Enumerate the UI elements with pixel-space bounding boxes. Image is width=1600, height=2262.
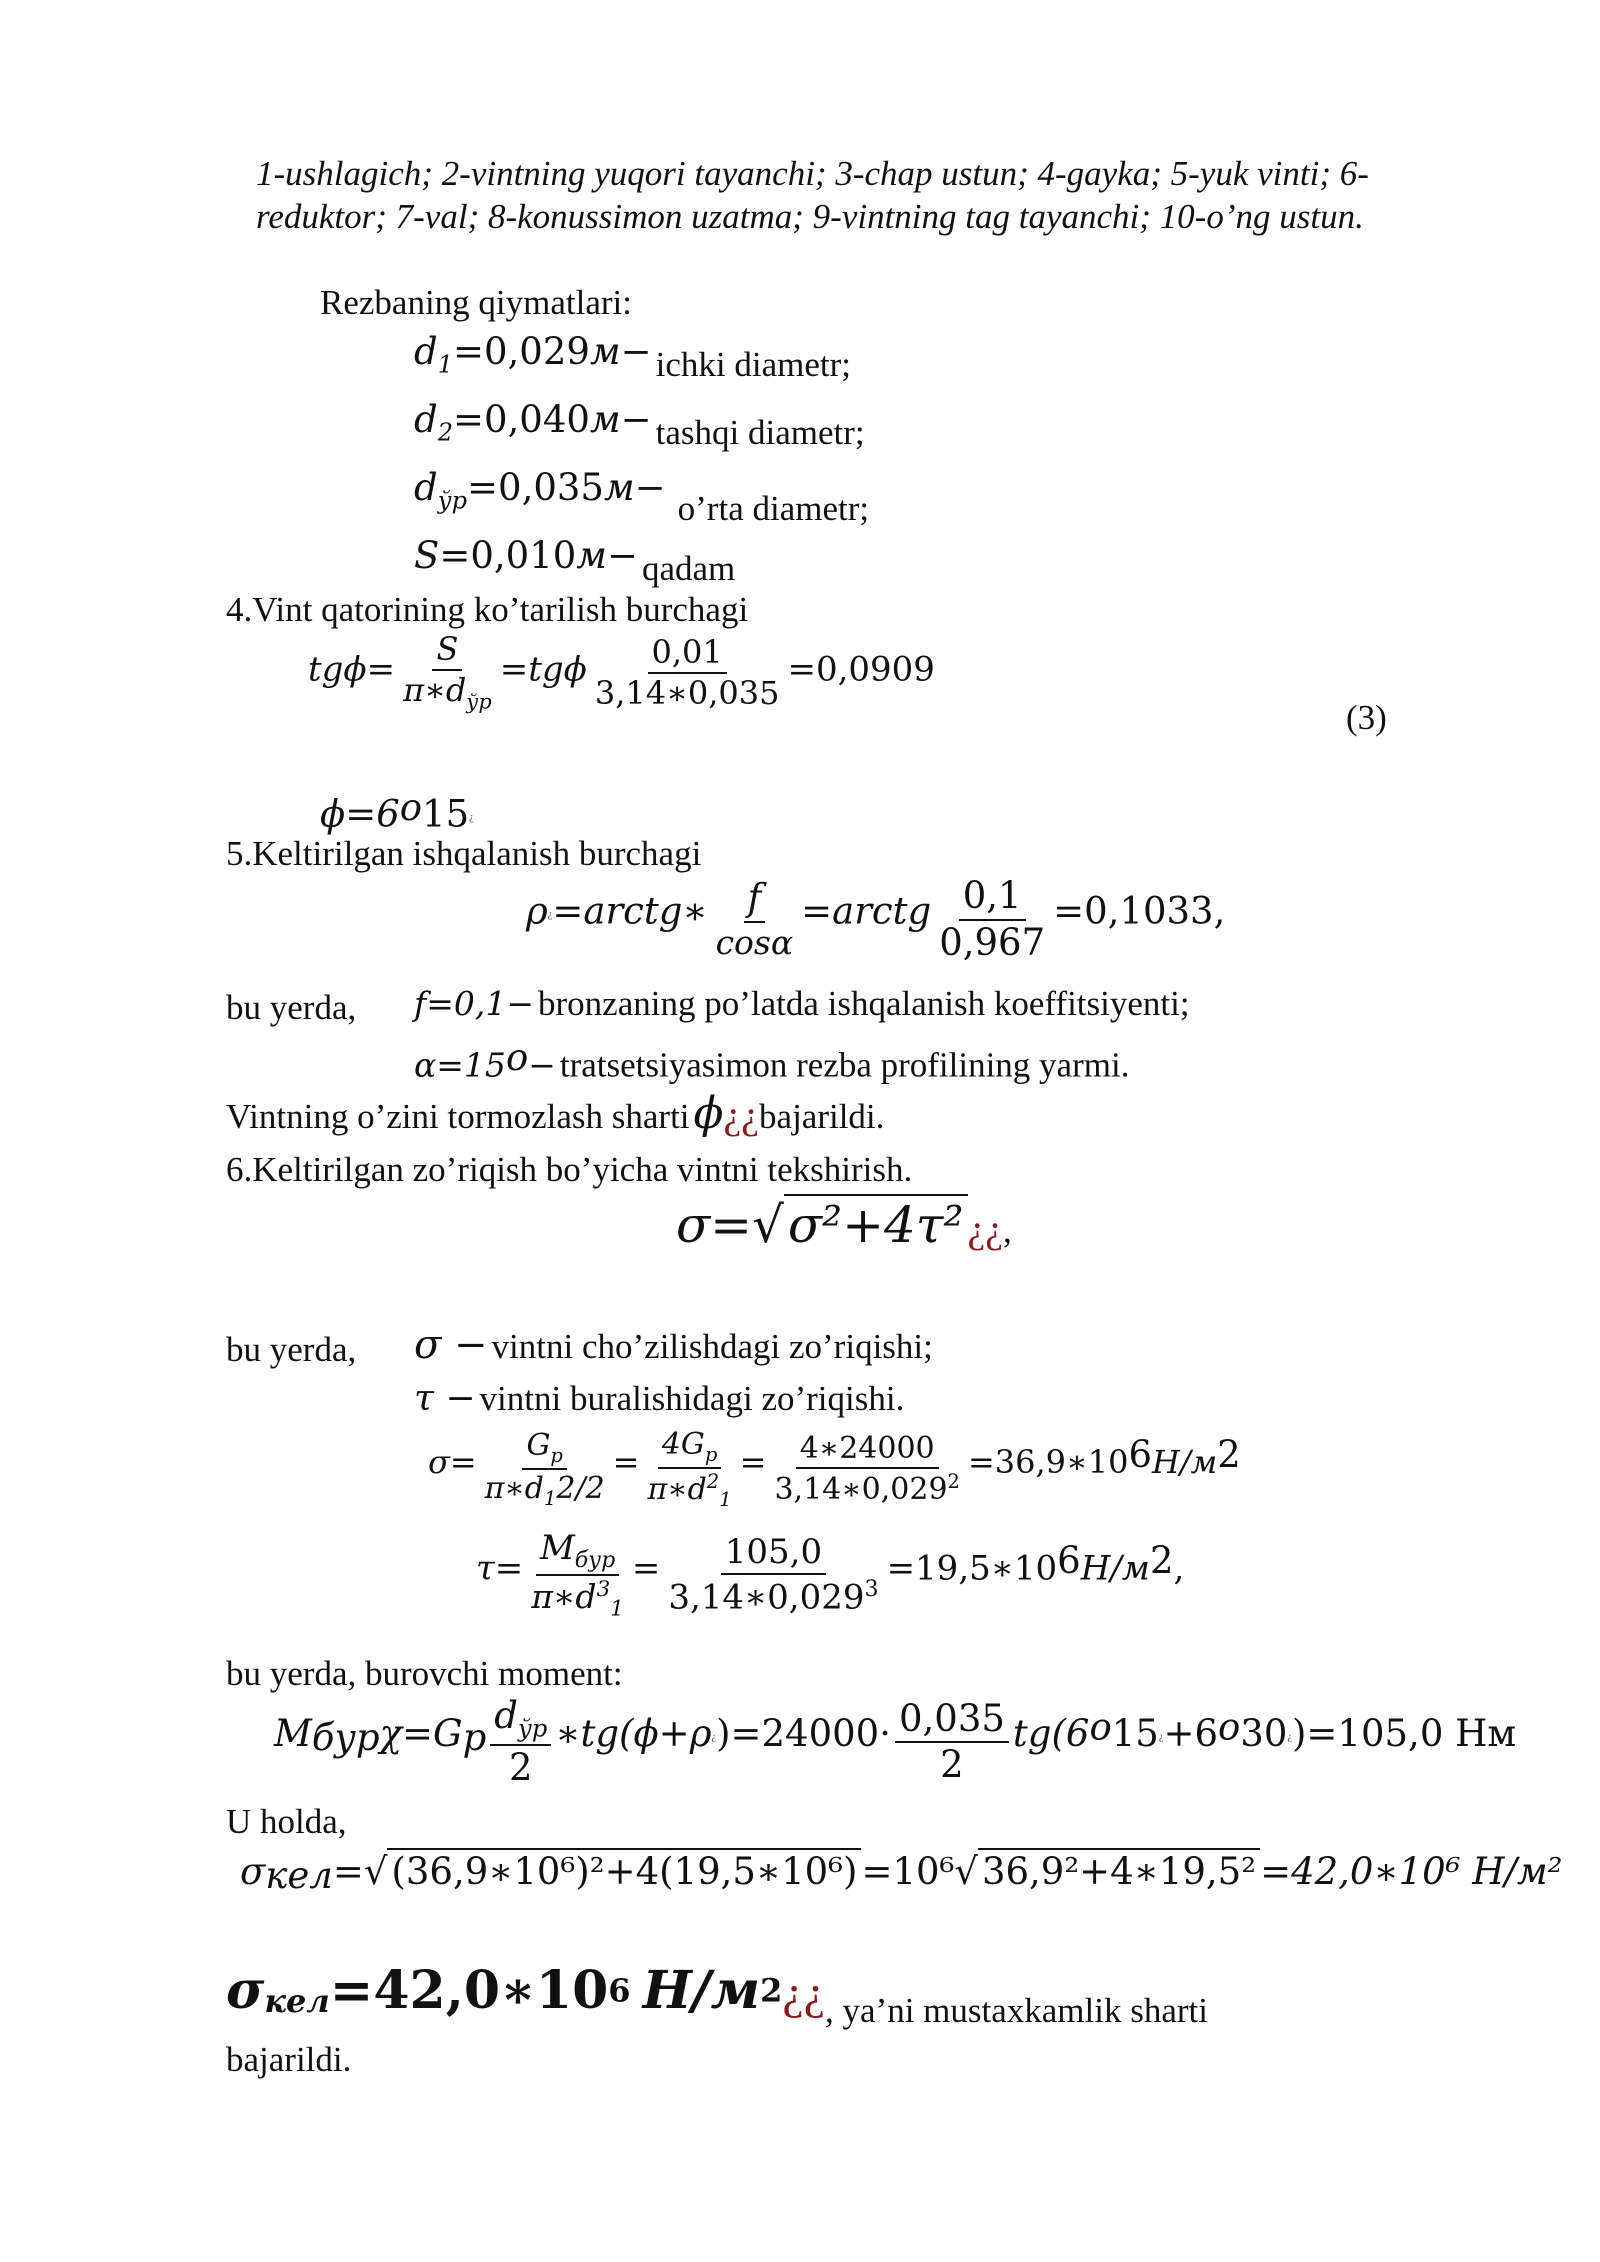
sigma-eq-f3-den: 3,14∗0,029: [774, 1472, 948, 1508]
rezba-item-d2-label: tashqi diametr;: [655, 413, 865, 452]
rezba-item-dyr-value: =0,035: [467, 466, 604, 509]
eq5-frac-1: [712, 878, 798, 961]
rezba-item-d2-value: =0,040: [453, 398, 590, 441]
alpha-dash: −: [528, 1045, 556, 1085]
sigma-eq-frac-1: [481, 1429, 609, 1510]
moment-eq-mid-end: )=24000·: [716, 1711, 891, 1755]
moment-eq-f2-num: 0,035: [895, 1699, 1009, 1744]
moment-eq-tail1-sup: o: [1089, 1705, 1112, 1749]
sigma-equation: σ= $\frac{G_p}{\pi∗d_12/2}$ = $\frac{4G_p}{\pi∗d^2_1}$ = $\frac{4∗24000}{3,14∗0,029^2}$ $=36,9∗10^6H/м^2$: [428, 1427, 1241, 1512]
final-unit: H/м: [642, 1960, 761, 2021]
sigma-eq-f2-den: π∗d: [647, 1472, 707, 1508]
eq4-frac-1-den-sub: ўр: [466, 689, 492, 714]
f-def: f=0,1−: [414, 984, 534, 1023]
rezba-heading: Rezbaning qiymatlari:: [320, 283, 632, 322]
phi-angle-sup: o: [399, 786, 423, 829]
kel-eq-mid: =10⁶: [861, 1850, 955, 1893]
kel-eq-result: =42,0∗10⁶ H/м²: [1260, 1850, 1563, 1893]
sigma-def: σ −: [414, 1322, 488, 1368]
eq4-lhs: tgϕ=: [308, 649, 396, 690]
rezba-item-s-unit: м−: [576, 534, 638, 577]
u-holda-label: U holda,: [226, 1802, 347, 1841]
alpha-sup: o: [505, 1036, 529, 1079]
tau-eq-f2-den: 3,14∗0,029: [668, 1577, 865, 1618]
kel-eq-radicand-2: 36,9²+4∗19,5²: [978, 1848, 1260, 1893]
figure-caption-line-2: reduktor; 7-val; 8-konussimon uzatma; 9-vintning tag tayanchi; 10-o’ng ustun.: [256, 197, 1364, 236]
tau-eq-f1-num: M: [539, 1528, 575, 1568]
moment-eq-mid-q: ¿: [711, 1731, 717, 1743]
section-4-equation: [308, 632, 935, 713]
sigma-eq-frac-3: [770, 1432, 964, 1506]
rho-symbol: ρ: [526, 889, 548, 933]
eq5-b: =arctg: [801, 889, 932, 933]
sigma-eq-f2-num: 4G: [661, 1427, 705, 1462]
eq5-a: =arctg∗: [552, 889, 708, 933]
tau-eq-lhs: τ=: [476, 1548, 524, 1589]
final-eq: =42,0∗10: [329, 1960, 609, 2021]
rezba-item-d2-unit: м−: [589, 398, 652, 441]
self-braking-text: Vintning o’zini tormozlash sharti: [226, 1097, 690, 1136]
sigma-eq-f2-den-sup: 2: [706, 1470, 720, 1494]
eq5-frac-1-den: cosα: [715, 922, 794, 962]
tau-eq-unit-sup: 2: [1149, 1538, 1174, 1582]
tau-eq-f1-den: π∗d: [531, 1577, 597, 1617]
sigma-eq-f1-den-sub: 1: [543, 1487, 557, 1511]
final-sup: 6: [608, 1971, 631, 2010]
final-text-2: bajarildi.: [226, 2040, 352, 2079]
rezba-item-dyr: $d_{ўр}=0,035м-$ o’rta diametr;: [414, 466, 870, 528]
sigma-eq-f3-den-sup: 2: [947, 1470, 960, 1494]
bu-yerda-label-1: bu yerda,: [226, 988, 357, 1027]
phi-angle-lhs: ϕ=6: [320, 792, 400, 836]
moment-eq-f1-num-sub: ўр: [517, 1714, 548, 1743]
tau-text: vintni buralishidagi zo’riqishi.: [479, 1379, 905, 1418]
sigma-eq-f3-num: 4∗24000: [796, 1432, 939, 1469]
tau-eq-unit: H/м: [1080, 1548, 1150, 1589]
tau-def: τ −: [414, 1378, 476, 1419]
eq5-frac-2: [935, 876, 1049, 963]
phi-angle-q: ¿: [469, 812, 474, 823]
moment-eq-mid: ∗tg(ϕ+ρ: [555, 1711, 712, 1755]
eq5-frac-1-num: f: [744, 878, 766, 923]
eq4-result: =0,0909: [787, 649, 935, 690]
eq5-frac-2-num: 0,1: [959, 876, 1026, 921]
tau-eq-f1-num-sub: бур: [574, 1546, 616, 1573]
eq5-result: =0,1033,: [1053, 889, 1226, 933]
rezba-item-dyr-unit: м−: [603, 466, 666, 509]
moment-eq-tail3: +6: [1163, 1711, 1218, 1755]
kel-eq-radicand-1: (36,9∗10⁶)²+4(19,5∗10⁶): [387, 1848, 861, 1893]
sigma-eq-f1-den-tail: 2/2: [556, 1471, 605, 1507]
phi-angle: [320, 786, 474, 835]
rezba-item-s: [414, 534, 736, 588]
kel-eq-eq: =: [332, 1850, 364, 1893]
final-q: ¿¿: [782, 1966, 825, 2019]
moment-eq-tail2: 15: [1111, 1711, 1159, 1755]
sigma-text: vintni cho’zilishdagi zo’riqishi;: [491, 1327, 933, 1366]
tau-eq-frac-2: [664, 1534, 882, 1617]
moment-eq-f1-den: 2: [509, 1745, 533, 1789]
tau-eq-f2-num: 105,0: [721, 1534, 826, 1575]
eq4-frac-1-den: π∗d: [403, 671, 467, 710]
sigma-eq-result: =36,9∗10: [967, 1443, 1129, 1482]
kel-eq-lhs-sub: кел: [265, 1854, 333, 1898]
rezba-item-d1-label: ichki diametr;: [655, 345, 851, 384]
final-equation: [226, 1960, 1208, 2030]
rezba-item-dyr-sub: ўр: [437, 486, 468, 515]
kel-eq-lhs: σ: [240, 1850, 266, 1893]
eq5-frac-2-den: 0,967: [939, 920, 1046, 964]
rho-q: ¿: [547, 909, 553, 921]
self-braking-done: bajarildi.: [759, 1097, 885, 1136]
rezba-item-s-label: qadam: [641, 549, 736, 588]
moment-intro: bu yerda, burovchi moment:: [226, 1654, 623, 1693]
sigma-eq-result-sup: 6: [1128, 1432, 1153, 1476]
moment-eq-lhs-sub: бур: [311, 1716, 380, 1760]
f-definition: [414, 984, 1190, 1024]
eq4-frac-2-den: 3,14∗0,035: [594, 673, 780, 712]
sigma-eq-f2-den-sub: 1: [719, 1488, 732, 1512]
sigma-eq-lhs: σ=: [428, 1443, 477, 1482]
main-eq-q: ¿¿: [967, 1206, 1004, 1251]
f-text: bronzaning po’latda ishqalanish koeffitsiyenti;: [538, 984, 1190, 1023]
eq4-frac-2-num: 0,01: [648, 635, 727, 674]
main-eq-radicand: σ²+4τ²: [784, 1194, 968, 1254]
section-5-heading: 5.Keltirilgan ishqalanish burchagi: [226, 834, 702, 873]
moment-eq-lhs: M: [274, 1711, 312, 1755]
bu-yerda-label-2: bu yerda,: [226, 1330, 357, 1369]
equation-number-3: (3): [1346, 698, 1387, 737]
tau-definition: [414, 1378, 904, 1419]
final-lhs-sub: кел: [264, 1982, 330, 2021]
self-braking-q: ¿¿: [723, 1092, 760, 1137]
moment-eq-tail5: )=105,0 Hм: [1292, 1711, 1517, 1755]
rezba-item-d1-value: =0,029: [453, 330, 590, 373]
tau-eq-f1-den-sub: 1: [610, 1596, 624, 1622]
sigma-eq-unit-sup: 2: [1217, 1432, 1241, 1476]
sigma-eq-f1-num: G: [526, 1428, 551, 1463]
tau-eq-f1-den-sup: 3: [596, 1577, 611, 1603]
figure-caption-line-1: 1-ushlagich; 2-vintning yuqori tayanchi; 3-chap ustun; 4-gayka; 5-yuk vinti; 6-: [256, 154, 1369, 193]
tau-eq-frac-1: [527, 1530, 628, 1621]
tau-eq-result-sup: 6: [1057, 1538, 1081, 1582]
eq4-frac-1: [399, 632, 496, 713]
main-eq-comma: ,: [1003, 1211, 1012, 1250]
final-unit-sup: 2: [760, 1971, 783, 2010]
final-text: , ya’ni mustaxkamlik sharti: [825, 1991, 1208, 2030]
sigma-eq-f1-num-sub: p: [550, 1444, 563, 1467]
self-braking-phi: ϕ: [693, 1088, 724, 1139]
section-6-heading: 6.Keltirilgan zo’riqish bo’yicha vintni tekshirish.: [226, 1150, 913, 1189]
rezba-item-d1-unit: м−: [589, 330, 652, 373]
phi-angle-min: 15: [422, 792, 470, 836]
sigma-kel-equation: $\sigma_{кел}=√$ (36,9∗10⁶)²+4(19,5∗10⁶) =10⁶√ 36,9²+4∗19,5² =42,0∗10⁶ H/м²: [240, 1850, 1563, 1898]
rezba-item-d1: $d_1=0,029м-$ ichki diametr;: [414, 330, 851, 384]
eq4-frac-2: [591, 632, 784, 712]
moment-eq-f2-den: 2: [940, 1743, 964, 1787]
moment-eq-frac-1: [490, 1696, 551, 1789]
moment-eq-tail1: tg(6: [1012, 1711, 1090, 1755]
moment-eq-tail4: 30: [1240, 1711, 1288, 1755]
sigma-eq-unit: H/м: [1152, 1443, 1218, 1482]
sigma-definition: [414, 1322, 933, 1368]
moment-eq-g-sub: p: [462, 1716, 487, 1760]
sigma-eq-f2-num-sub: p: [704, 1443, 718, 1466]
tau-eq-comma: ,: [1173, 1548, 1185, 1589]
tau-equation: τ= $\frac{M_{бур}}{\pi∗d^3_1}$ = $\frac{105,0}{3,14∗0,029^3}$ $=19,5∗10^6H/м^2$,: [476, 1528, 1185, 1622]
alpha-definition: [414, 1036, 1129, 1085]
section-6-main-equation: σ=√σ²+4τ² ¿¿,: [676, 1196, 1012, 1254]
rezba-item-d1-sub: 1: [437, 350, 453, 379]
alpha-text: tratsetsiyasimon rezba profilining yarmi.: [559, 1045, 1130, 1085]
eq4-mid: =tgϕ: [499, 649, 587, 690]
main-eq-lhs: σ=: [676, 1196, 753, 1254]
section-4-heading: 4.Vint qatorining ko’tarilish burchagi: [226, 590, 749, 629]
rezba-item-s-sym: S: [414, 534, 440, 577]
moment-eq-tail4-q: ¿: [1287, 1731, 1292, 1743]
eq4-frac-1-num: S: [432, 632, 462, 671]
sigma-eq-f1-den: π∗d: [484, 1471, 544, 1507]
moment-eq-tail3-sup: o: [1218, 1705, 1241, 1749]
self-braking-line: [226, 1088, 884, 1139]
rezba-item-d2-sub: 2: [437, 418, 453, 447]
section-5-equation: [526, 876, 1225, 963]
moment-eq-f1-num: d: [494, 1694, 518, 1737]
sigma-eq-frac-2: [643, 1428, 735, 1511]
moment-eq-frac-2: [895, 1696, 1009, 1787]
alpha-def: α=15: [414, 1045, 506, 1085]
moment-eq-lhs-tail: χ=G: [379, 1711, 463, 1755]
rezba-item-s-value: =0,010: [439, 534, 577, 577]
rezba-item-d2: $d_2=0,040м-$ tashqi diametr;: [414, 398, 865, 452]
moment-equation: [274, 1696, 1516, 1789]
rezba-item-dyr-label: o’rta diametr;: [677, 489, 870, 528]
tau-eq-f2-den-sup: 3: [864, 1576, 879, 1603]
tau-eq-result: =19,5∗10: [886, 1548, 1058, 1589]
moment-eq-tail2-q: ¿: [1158, 1731, 1164, 1743]
final-lhs: σ: [226, 1960, 265, 2021]
